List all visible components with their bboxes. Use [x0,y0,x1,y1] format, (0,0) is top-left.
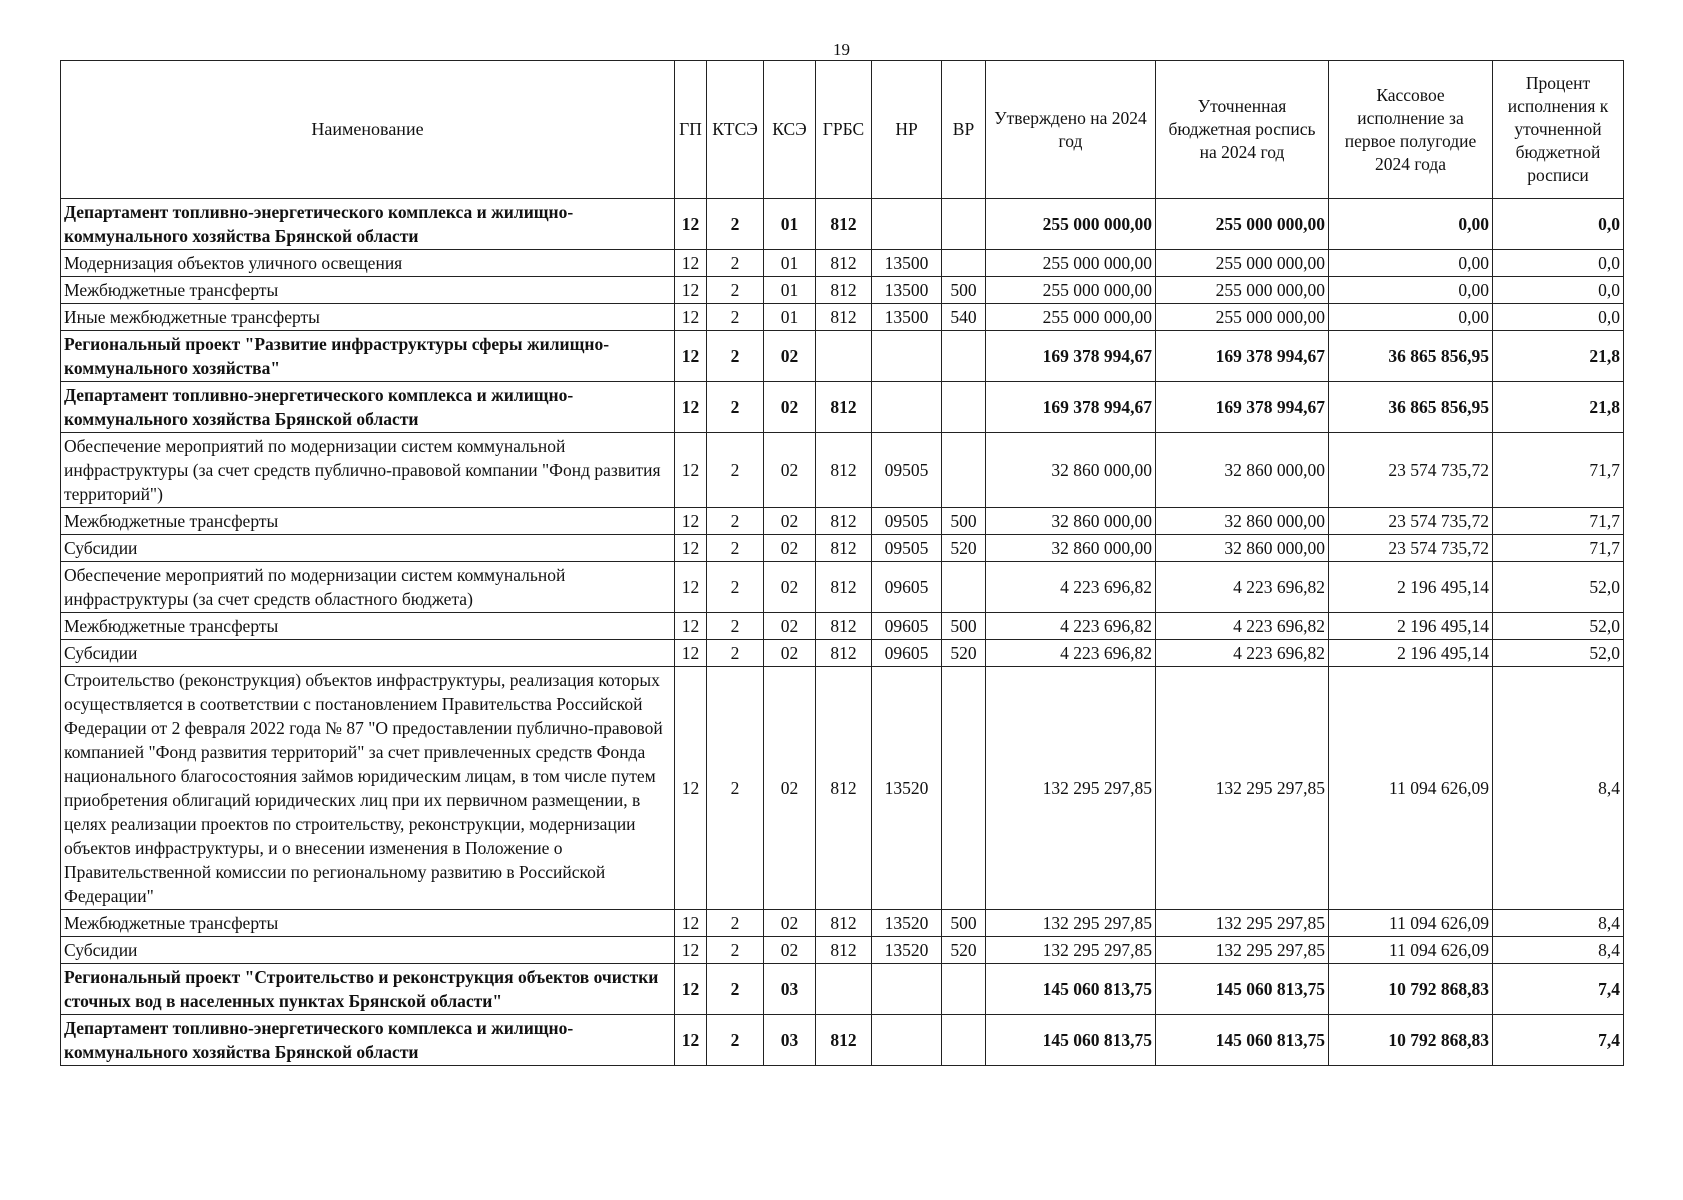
row-vr [942,382,986,433]
row-approved: 32 860 000,00 [986,433,1156,508]
row-kse: 02 [764,382,816,433]
row-kse: 02 [764,562,816,613]
row-grbs: 812 [816,640,872,667]
row-kse: 01 [764,199,816,250]
row-percent: 52,0 [1493,613,1624,640]
row-gp: 12 [675,613,707,640]
row-ktse: 2 [707,331,764,382]
table-row [61,1015,1624,1066]
row-refined: 32 860 000,00 [1156,508,1329,535]
row-kse: 02 [764,508,816,535]
row-percent: 8,4 [1493,910,1624,937]
row-approved: 145 060 813,75 [986,1015,1156,1066]
row-vr [942,964,986,1015]
col-header-kse: КСЭ [764,61,816,199]
row-kse: 02 [764,613,816,640]
table-row [61,199,1624,250]
row-ktse: 2 [707,667,764,910]
row-percent: 21,8 [1493,382,1624,433]
row-refined: 4 223 696,82 [1156,640,1329,667]
row-refined: 145 060 813,75 [1156,964,1329,1015]
table-row [61,937,1624,964]
row-nr: 13520 [872,667,942,910]
row-vr [942,250,986,277]
row-name: Межбюджетные трансферты [61,910,675,937]
row-vr: 540 [942,304,986,331]
row-grbs: 812 [816,199,872,250]
row-nr: 09505 [872,535,942,562]
row-refined: 255 000 000,00 [1156,250,1329,277]
table-row [61,433,1624,508]
row-vr [942,199,986,250]
header-row [61,61,1624,199]
row-nr: 09505 [872,508,942,535]
row-gp: 12 [675,382,707,433]
row-approved: 132 295 297,85 [986,937,1156,964]
row-grbs: 812 [816,535,872,562]
row-vr: 520 [942,640,986,667]
row-refined: 255 000 000,00 [1156,277,1329,304]
row-vr: 500 [942,277,986,304]
row-executed: 23 574 735,72 [1329,433,1493,508]
row-name: Межбюджетные трансферты [61,508,675,535]
table-row [61,277,1624,304]
row-nr: 09605 [872,640,942,667]
row-ktse: 2 [707,382,764,433]
row-percent: 52,0 [1493,562,1624,613]
row-ktse: 2 [707,535,764,562]
row-approved: 4 223 696,82 [986,613,1156,640]
row-approved: 132 295 297,85 [986,910,1156,937]
row-vr: 520 [942,937,986,964]
row-name: Субсидии [61,535,675,562]
row-approved: 169 378 994,67 [986,331,1156,382]
col-header-refined: Уточненная бюджетная роспись на 2024 год [1156,61,1329,199]
row-approved: 32 860 000,00 [986,535,1156,562]
row-refined: 255 000 000,00 [1156,199,1329,250]
row-ktse: 2 [707,304,764,331]
row-executed: 11 094 626,09 [1329,910,1493,937]
row-executed: 23 574 735,72 [1329,535,1493,562]
row-nr [872,331,942,382]
row-approved: 4 223 696,82 [986,562,1156,613]
row-name: Межбюджетные трансферты [61,277,675,304]
row-approved: 4 223 696,82 [986,640,1156,667]
row-refined: 132 295 297,85 [1156,937,1329,964]
table-row [61,613,1624,640]
table-row [61,667,1624,910]
table-row [61,508,1624,535]
row-gp: 12 [675,667,707,910]
row-refined: 255 000 000,00 [1156,304,1329,331]
row-vr [942,667,986,910]
row-nr: 13500 [872,250,942,277]
row-kse: 03 [764,964,816,1015]
row-nr [872,1015,942,1066]
row-kse: 03 [764,1015,816,1066]
row-name: Региональный проект "Развитие инфраструктуры сферы жилищно-коммунального хозяйства" [61,331,675,382]
row-kse: 01 [764,304,816,331]
row-vr [942,562,986,613]
row-nr: 09505 [872,433,942,508]
row-nr: 13520 [872,937,942,964]
row-refined: 169 378 994,67 [1156,331,1329,382]
row-percent: 7,4 [1493,1015,1624,1066]
row-kse: 02 [764,640,816,667]
row-executed: 0,00 [1329,250,1493,277]
row-percent: 0,0 [1493,277,1624,304]
table-row [61,910,1624,937]
row-percent: 7,4 [1493,964,1624,1015]
row-kse: 02 [764,910,816,937]
row-name: Иные межбюджетные трансферты [61,304,675,331]
row-ktse: 2 [707,937,764,964]
row-percent: 8,4 [1493,667,1624,910]
table-body [61,199,1624,1066]
table-row [61,640,1624,667]
row-nr [872,964,942,1015]
row-gp: 12 [675,199,707,250]
row-vr [942,433,986,508]
row-refined: 4 223 696,82 [1156,562,1329,613]
row-ktse: 2 [707,910,764,937]
row-name: Департамент топливно-энергетического комплекса и жилищно-коммунального хозяйства Брянской области [61,199,675,250]
col-header-nr: НР [872,61,942,199]
table-row [61,562,1624,613]
row-executed: 2 196 495,14 [1329,640,1493,667]
row-gp: 12 [675,640,707,667]
row-approved: 255 000 000,00 [986,304,1156,331]
row-approved: 255 000 000,00 [986,199,1156,250]
table-row [61,250,1624,277]
row-kse: 02 [764,331,816,382]
row-approved: 255 000 000,00 [986,277,1156,304]
row-grbs: 812 [816,613,872,640]
row-name: Региональный проект "Строительство и реконструкция объектов очистки сточных вод в населенных пунктах Брянской области" [61,964,675,1015]
table-row [61,382,1624,433]
row-grbs [816,964,872,1015]
row-refined: 132 295 297,85 [1156,910,1329,937]
row-executed: 10 792 868,83 [1329,964,1493,1015]
row-refined: 4 223 696,82 [1156,613,1329,640]
row-name: Обеспечение мероприятий по модернизации систем коммунальной инфраструктуры (за счет средств публично-правовой компании "Фонд развития территорий") [61,433,675,508]
row-kse: 01 [764,250,816,277]
row-ktse: 2 [707,562,764,613]
row-grbs: 812 [816,277,872,304]
row-percent: 71,7 [1493,535,1624,562]
row-grbs: 812 [816,382,872,433]
row-percent: 0,0 [1493,304,1624,331]
row-approved: 32 860 000,00 [986,508,1156,535]
budget-table [60,60,1624,1066]
row-gp: 12 [675,277,707,304]
row-kse: 02 [764,667,816,910]
row-nr: 13500 [872,304,942,331]
row-vr [942,1015,986,1066]
col-header-name: Наименование [61,61,675,199]
row-executed: 0,00 [1329,277,1493,304]
row-percent: 71,7 [1493,508,1624,535]
row-executed: 0,00 [1329,199,1493,250]
row-nr [872,199,942,250]
row-gp: 12 [675,910,707,937]
row-name: Департамент топливно-энергетического комплекса и жилищно-коммунального хозяйства Брянской области [61,382,675,433]
row-name: Модернизация объектов уличного освещения [61,250,675,277]
row-ktse: 2 [707,250,764,277]
row-executed: 23 574 735,72 [1329,508,1493,535]
row-vr: 500 [942,613,986,640]
row-gp: 12 [675,535,707,562]
row-approved: 145 060 813,75 [986,964,1156,1015]
row-gp: 12 [675,1015,707,1066]
row-kse: 02 [764,433,816,508]
col-header-ktse: КТСЭ [707,61,764,199]
row-grbs: 812 [816,562,872,613]
col-header-approved: Утверждено на 2024 год [986,61,1156,199]
row-kse: 02 [764,535,816,562]
row-gp: 12 [675,250,707,277]
row-executed: 0,00 [1329,304,1493,331]
row-grbs: 812 [816,508,872,535]
table-row [61,304,1624,331]
col-header-vr: ВР [942,61,986,199]
row-gp: 12 [675,304,707,331]
row-name: Департамент топливно-энергетического комплекса и жилищно-коммунального хозяйства Брянской области [61,1015,675,1066]
col-header-percent: Процент исполнения к уточненной бюджетной росписи [1493,61,1624,199]
row-refined: 32 860 000,00 [1156,433,1329,508]
row-grbs [816,331,872,382]
row-executed: 36 865 856,95 [1329,331,1493,382]
table-row [61,964,1624,1015]
col-header-grbs: ГРБС [816,61,872,199]
row-vr: 500 [942,508,986,535]
row-gp: 12 [675,508,707,535]
row-grbs: 812 [816,937,872,964]
row-percent: 21,8 [1493,331,1624,382]
row-ktse: 2 [707,964,764,1015]
row-executed: 2 196 495,14 [1329,562,1493,613]
row-grbs: 812 [816,910,872,937]
table-row [61,535,1624,562]
row-ktse: 2 [707,433,764,508]
row-vr: 500 [942,910,986,937]
row-ktse: 2 [707,508,764,535]
table-row [61,331,1624,382]
row-grbs: 812 [816,1015,872,1066]
row-approved: 132 295 297,85 [986,667,1156,910]
row-ktse: 2 [707,640,764,667]
row-name: Межбюджетные трансферты [61,613,675,640]
row-executed: 11 094 626,09 [1329,937,1493,964]
row-percent: 71,7 [1493,433,1624,508]
row-name: Субсидии [61,937,675,964]
row-refined: 32 860 000,00 [1156,535,1329,562]
row-vr: 520 [942,535,986,562]
row-ktse: 2 [707,199,764,250]
row-nr: 13500 [872,277,942,304]
row-refined: 145 060 813,75 [1156,1015,1329,1066]
row-nr: 13520 [872,910,942,937]
row-grbs: 812 [816,250,872,277]
row-grbs: 812 [816,304,872,331]
row-name: Строительство (реконструкция) объектов инфраструктуры, реализация которых осуществляется в соответствии с постановлением Правительства Российской Федерации от 2 февраля 2022 года № 87 "О предоставлении публично-правовой компанией "Фонд развития территорий" за счет привлеченных средств Фонда национального благосостояния займов юридическим лицам, в том числе путем приобретения облигаций юридических лиц при их первичном размещении, в целях реализации проектов по строительству, реконструкции, модернизации объектов инфраструктуры, и о внесении изменения в Положение о Правительственной комиссии по региональному развитию в Российской Федерации" [61,667,675,910]
row-percent: 0,0 [1493,199,1624,250]
row-kse: 01 [764,277,816,304]
row-refined: 169 378 994,67 [1156,382,1329,433]
row-approved: 169 378 994,67 [986,382,1156,433]
row-percent: 0,0 [1493,250,1624,277]
row-grbs: 812 [816,433,872,508]
row-executed: 36 865 856,95 [1329,382,1493,433]
row-name: Обеспечение мероприятий по модернизации систем коммунальной инфраструктуры (за счет средств областного бюджета) [61,562,675,613]
row-approved: 255 000 000,00 [986,250,1156,277]
row-nr [872,382,942,433]
row-executed: 10 792 868,83 [1329,1015,1493,1066]
row-ktse: 2 [707,277,764,304]
row-executed: 11 094 626,09 [1329,667,1493,910]
row-gp: 12 [675,433,707,508]
row-percent: 52,0 [1493,640,1624,667]
row-grbs: 812 [816,667,872,910]
col-header-gp: ГП [675,61,707,199]
row-percent: 8,4 [1493,937,1624,964]
row-name: Субсидии [61,640,675,667]
row-kse: 02 [764,937,816,964]
row-ktse: 2 [707,1015,764,1066]
row-nr: 09605 [872,613,942,640]
row-gp: 12 [675,964,707,1015]
row-ktse: 2 [707,613,764,640]
row-vr [942,331,986,382]
row-gp: 12 [675,562,707,613]
row-gp: 12 [675,331,707,382]
row-gp: 12 [675,937,707,964]
page-number: 19 [833,40,850,59]
row-refined: 132 295 297,85 [1156,667,1329,910]
row-nr: 09605 [872,562,942,613]
col-header-executed: Кассовое исполнение за первое полугодие 2024 года [1329,61,1493,199]
row-executed: 2 196 495,14 [1329,613,1493,640]
